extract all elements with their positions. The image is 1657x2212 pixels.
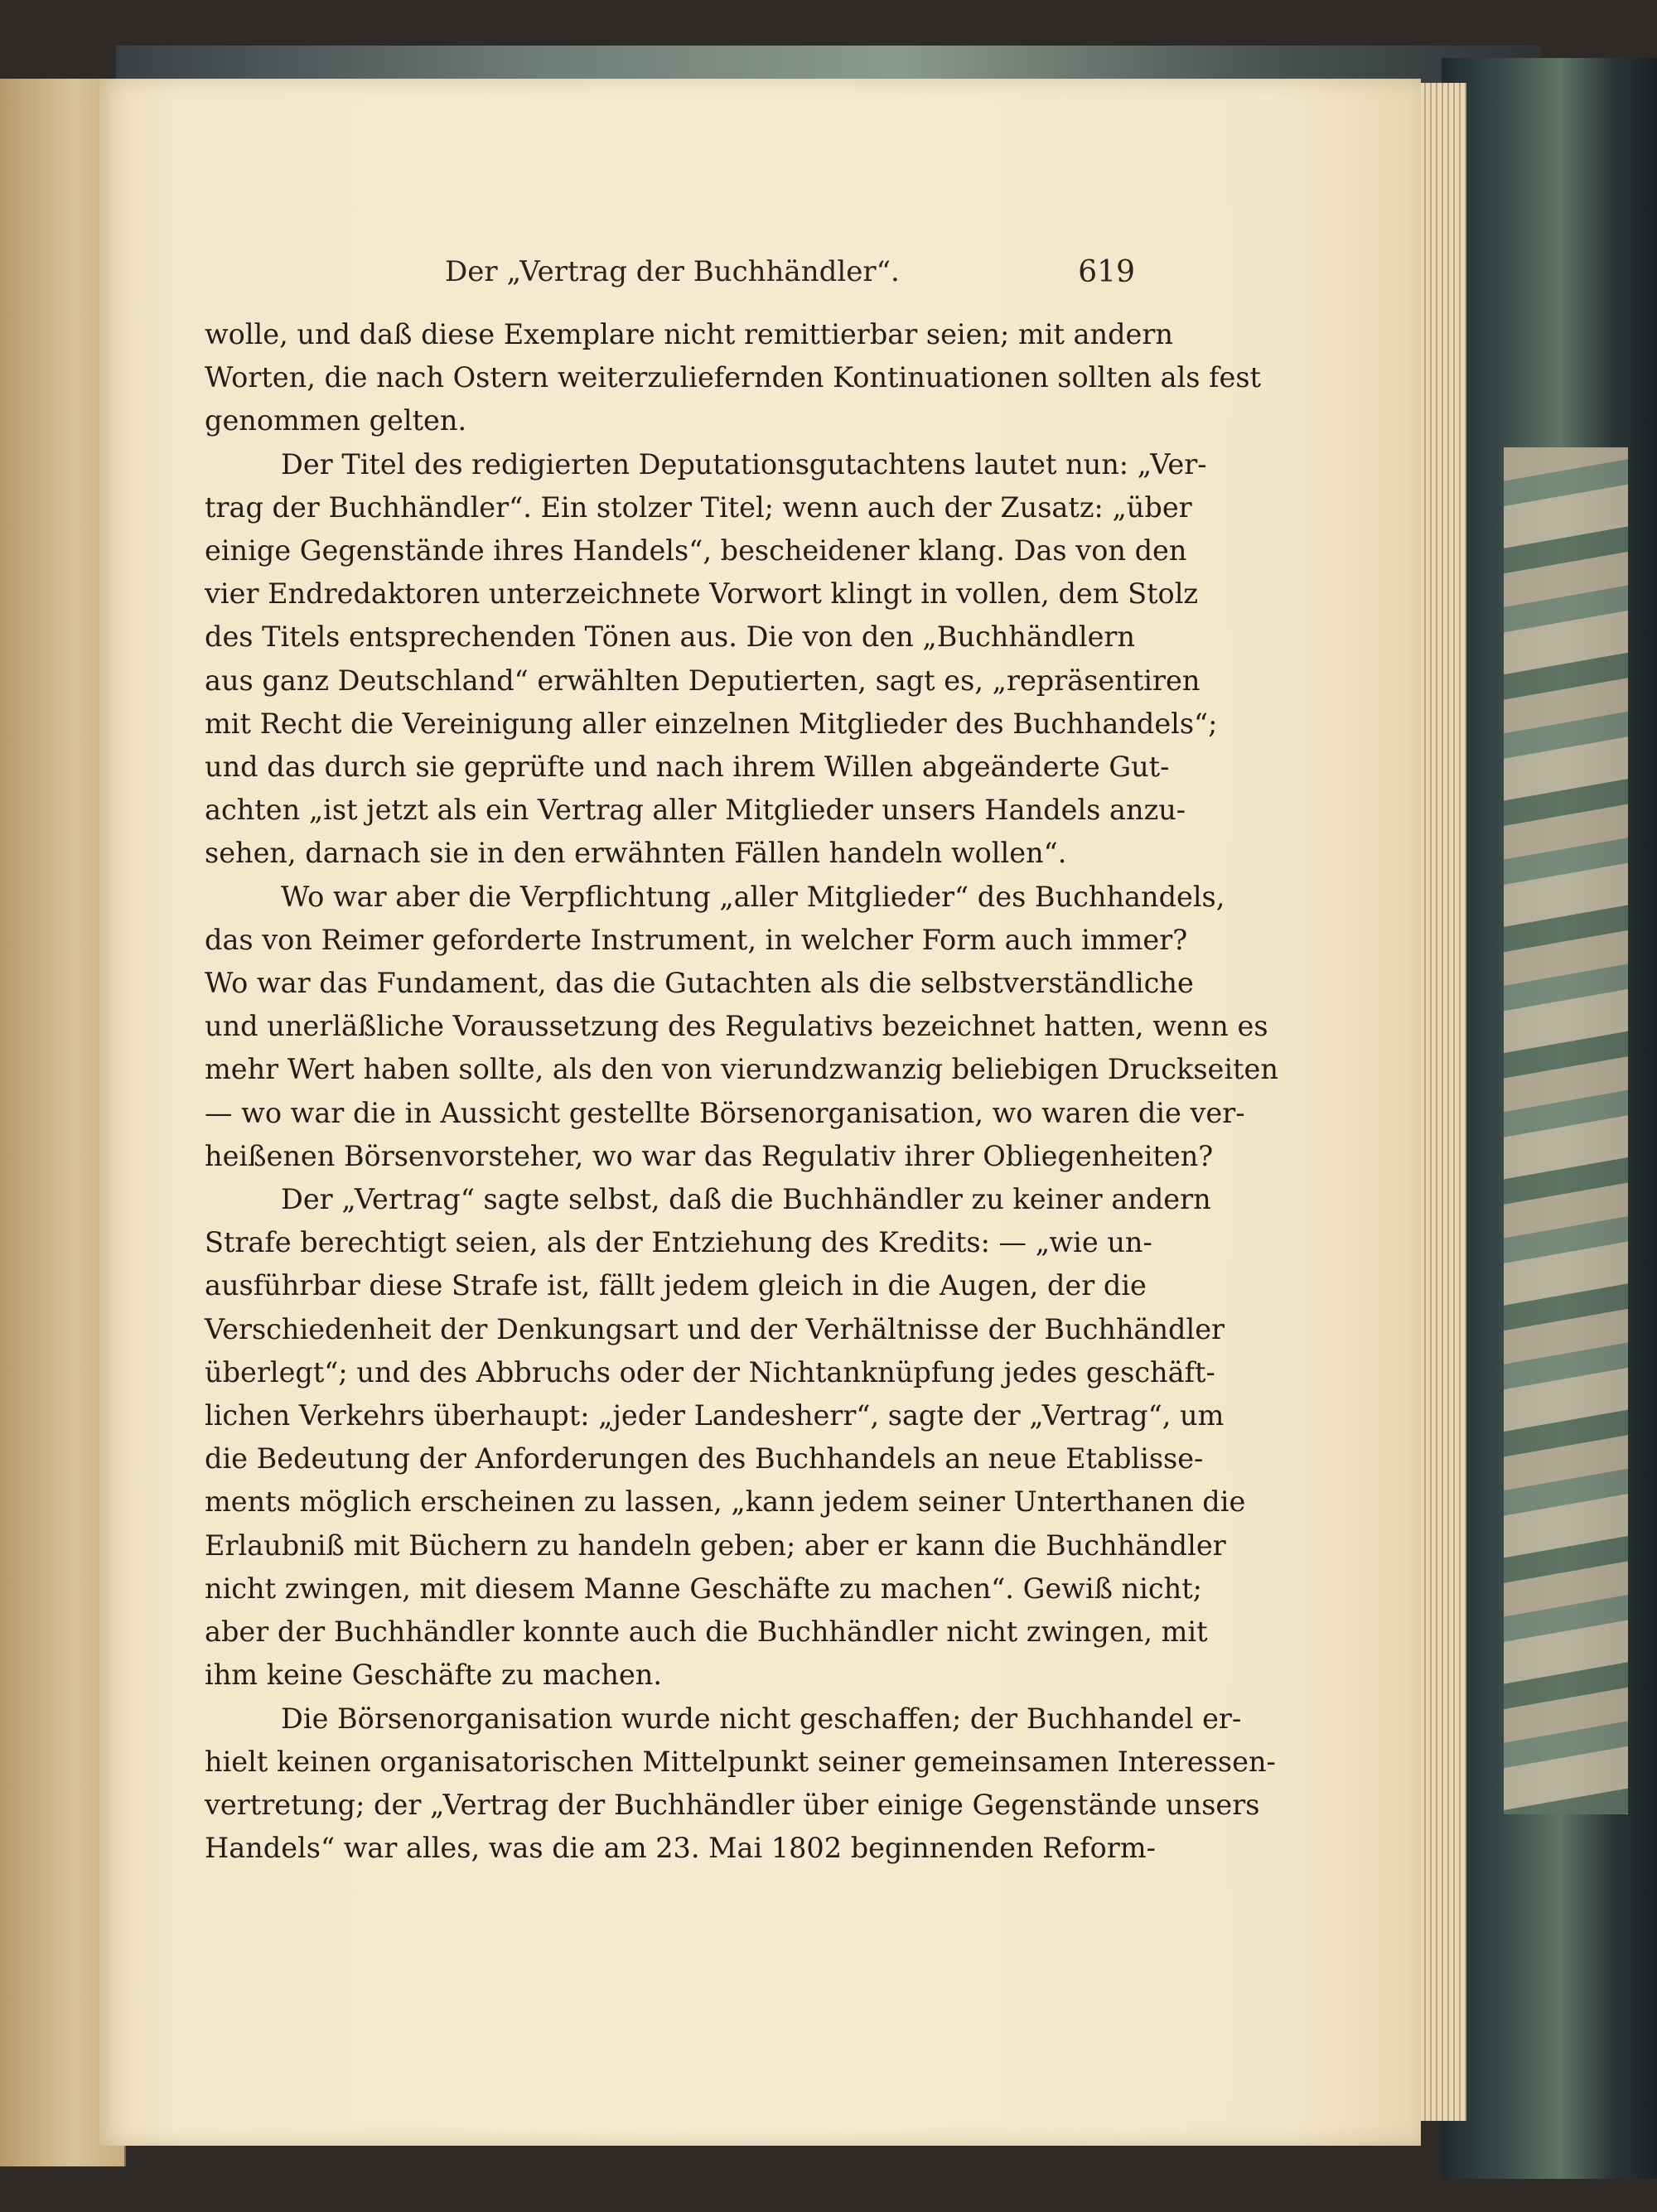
text-line: Der „Vertrag“ sagte selbst, daß die Buchhändler zu keiner andern: [281, 1183, 1211, 1216]
text-line: Die Börsenorganisation wurde nicht geschaffen; der Buchhandel er-: [281, 1702, 1242, 1735]
text-line: aber der Buchhändler konnte auch die Buchhändler nicht zwingen, mit: [205, 1616, 1208, 1649]
text-line: vier Endredaktoren unterzeichnete Vorwort klingt in vollen, dem Stolz: [205, 577, 1199, 611]
text-line: heißenen Börsenvorsteher, wo war das Regulativ ihrer Obliegenheiten?: [205, 1139, 1214, 1172]
text-line: mit Recht die Vereinigung aller einzelnen Mitglieder des Buchhandels“;: [205, 707, 1218, 740]
text-line: Worten, die nach Ostern weiterzuliefernden Kontinuationen sollten als fest: [205, 361, 1261, 394]
body-text: [205, 313, 1278, 1870]
text-line: Der Titel des redigierten Deputationsgutachtens lautet nun: „Ver-: [281, 447, 1207, 481]
text-line: genommen gelten.: [205, 404, 467, 437]
text-line: das von Reimer geforderte Instrument, in welcher Form auch immer?: [205, 923, 1188, 956]
text-line: Verschiedenheit der Denkungsart und der Verhältnisse der Buchhändler: [205, 1312, 1225, 1345]
text-line: ihm keine Geschäfte zu machen.: [205, 1659, 663, 1692]
running-title: Der „Vertrag der Buchhändler“.: [445, 255, 900, 288]
text-line: die Bedeutung der Anforderungen des Buchhandels an neue Etablisse-: [205, 1442, 1204, 1475]
text-line: ausführbar diese Strafe ist, fällt jedem gleich in die Augen, der die: [205, 1269, 1147, 1302]
text-line: einige Gegenstände ihres Handels“, bescheidener klang. Das von den: [205, 534, 1187, 567]
text-line: hielt keinen organisatorischen Mittelpunkt seiner gemeinsamen Interessen-: [205, 1745, 1276, 1778]
text-line: und das durch sie geprüfte und nach ihrem Willen abgeänderte Gut-: [205, 751, 1170, 784]
text-line: nicht zwingen, mit diesem Manne Geschäfte zu machen“. Gewiß nicht;: [205, 1572, 1202, 1605]
text-line: Handels“ war alles, was die am 23. Mai 1802 beginnenden Reform-: [205, 1832, 1156, 1865]
text-line: wolle, und daß diese Exemplare nicht remittierbar seien; mit andern: [205, 318, 1173, 350]
page-number: 619: [1078, 255, 1135, 289]
text-line: und unerläßliche Voraussetzung des Regulativs bezeichnet hatten, wenn es: [205, 1010, 1268, 1043]
text-line: vertretung; der „Vertrag der Buchhändler über einige Gegenstände unsers: [205, 1788, 1260, 1821]
text-line: Wo war das Fundament, das die Gutachten als die selbstverständliche: [205, 967, 1194, 1000]
text-line: trag der Buchhändler“. Ein stolzer Titel; wenn auch der Zusatz: „über: [205, 490, 1192, 524]
marbled-endpaper: [1504, 447, 1628, 1814]
text-line: sehen, darnach sie in den erwähnten Fällen handeln wollen“.: [205, 837, 1067, 870]
text-line: Strafe berechtigt seien, als der Entziehung des Kredits: — „wie un-: [205, 1226, 1152, 1259]
text-line: aus ganz Deutschland“ erwählten Deputierten, sagt es, „repräsentiren: [205, 664, 1200, 697]
text-line: ments möglich erscheinen zu lassen, „kann jedem seiner Unterthanen die: [205, 1485, 1246, 1519]
text-line: achten „ist jetzt als ein Vertrag aller Mitglieder unsers Handels anzu-: [205, 794, 1186, 827]
text-line: mehr Wert haben sollte, als den von vierundzwanzig beliebigen Druckseiten: [205, 1053, 1278, 1086]
text-line: lichen Verkehrs überhaupt: „jeder Landesherr“, sagte der „Vertrag“, um: [205, 1399, 1225, 1432]
text-line: Erlaubniß mit Büchern zu handeln geben; aber er kann die Buchhändler: [205, 1529, 1226, 1562]
text-line: des Titels entsprechenden Tönen aus. Die von den „Buchhändlern: [205, 621, 1135, 654]
text-line: überlegt“; und des Abbruchs oder der Nichtanknüpfung jedes geschäft-: [205, 1355, 1215, 1389]
text-line: Wo war aber die Verpflichtung „aller Mitglieder“ des Buchhandels,: [281, 880, 1225, 913]
text-line: — wo war die in Aussicht gestellte Börsenorganisation, wo waren die ver-: [205, 1096, 1245, 1129]
page-header: [445, 255, 1135, 297]
